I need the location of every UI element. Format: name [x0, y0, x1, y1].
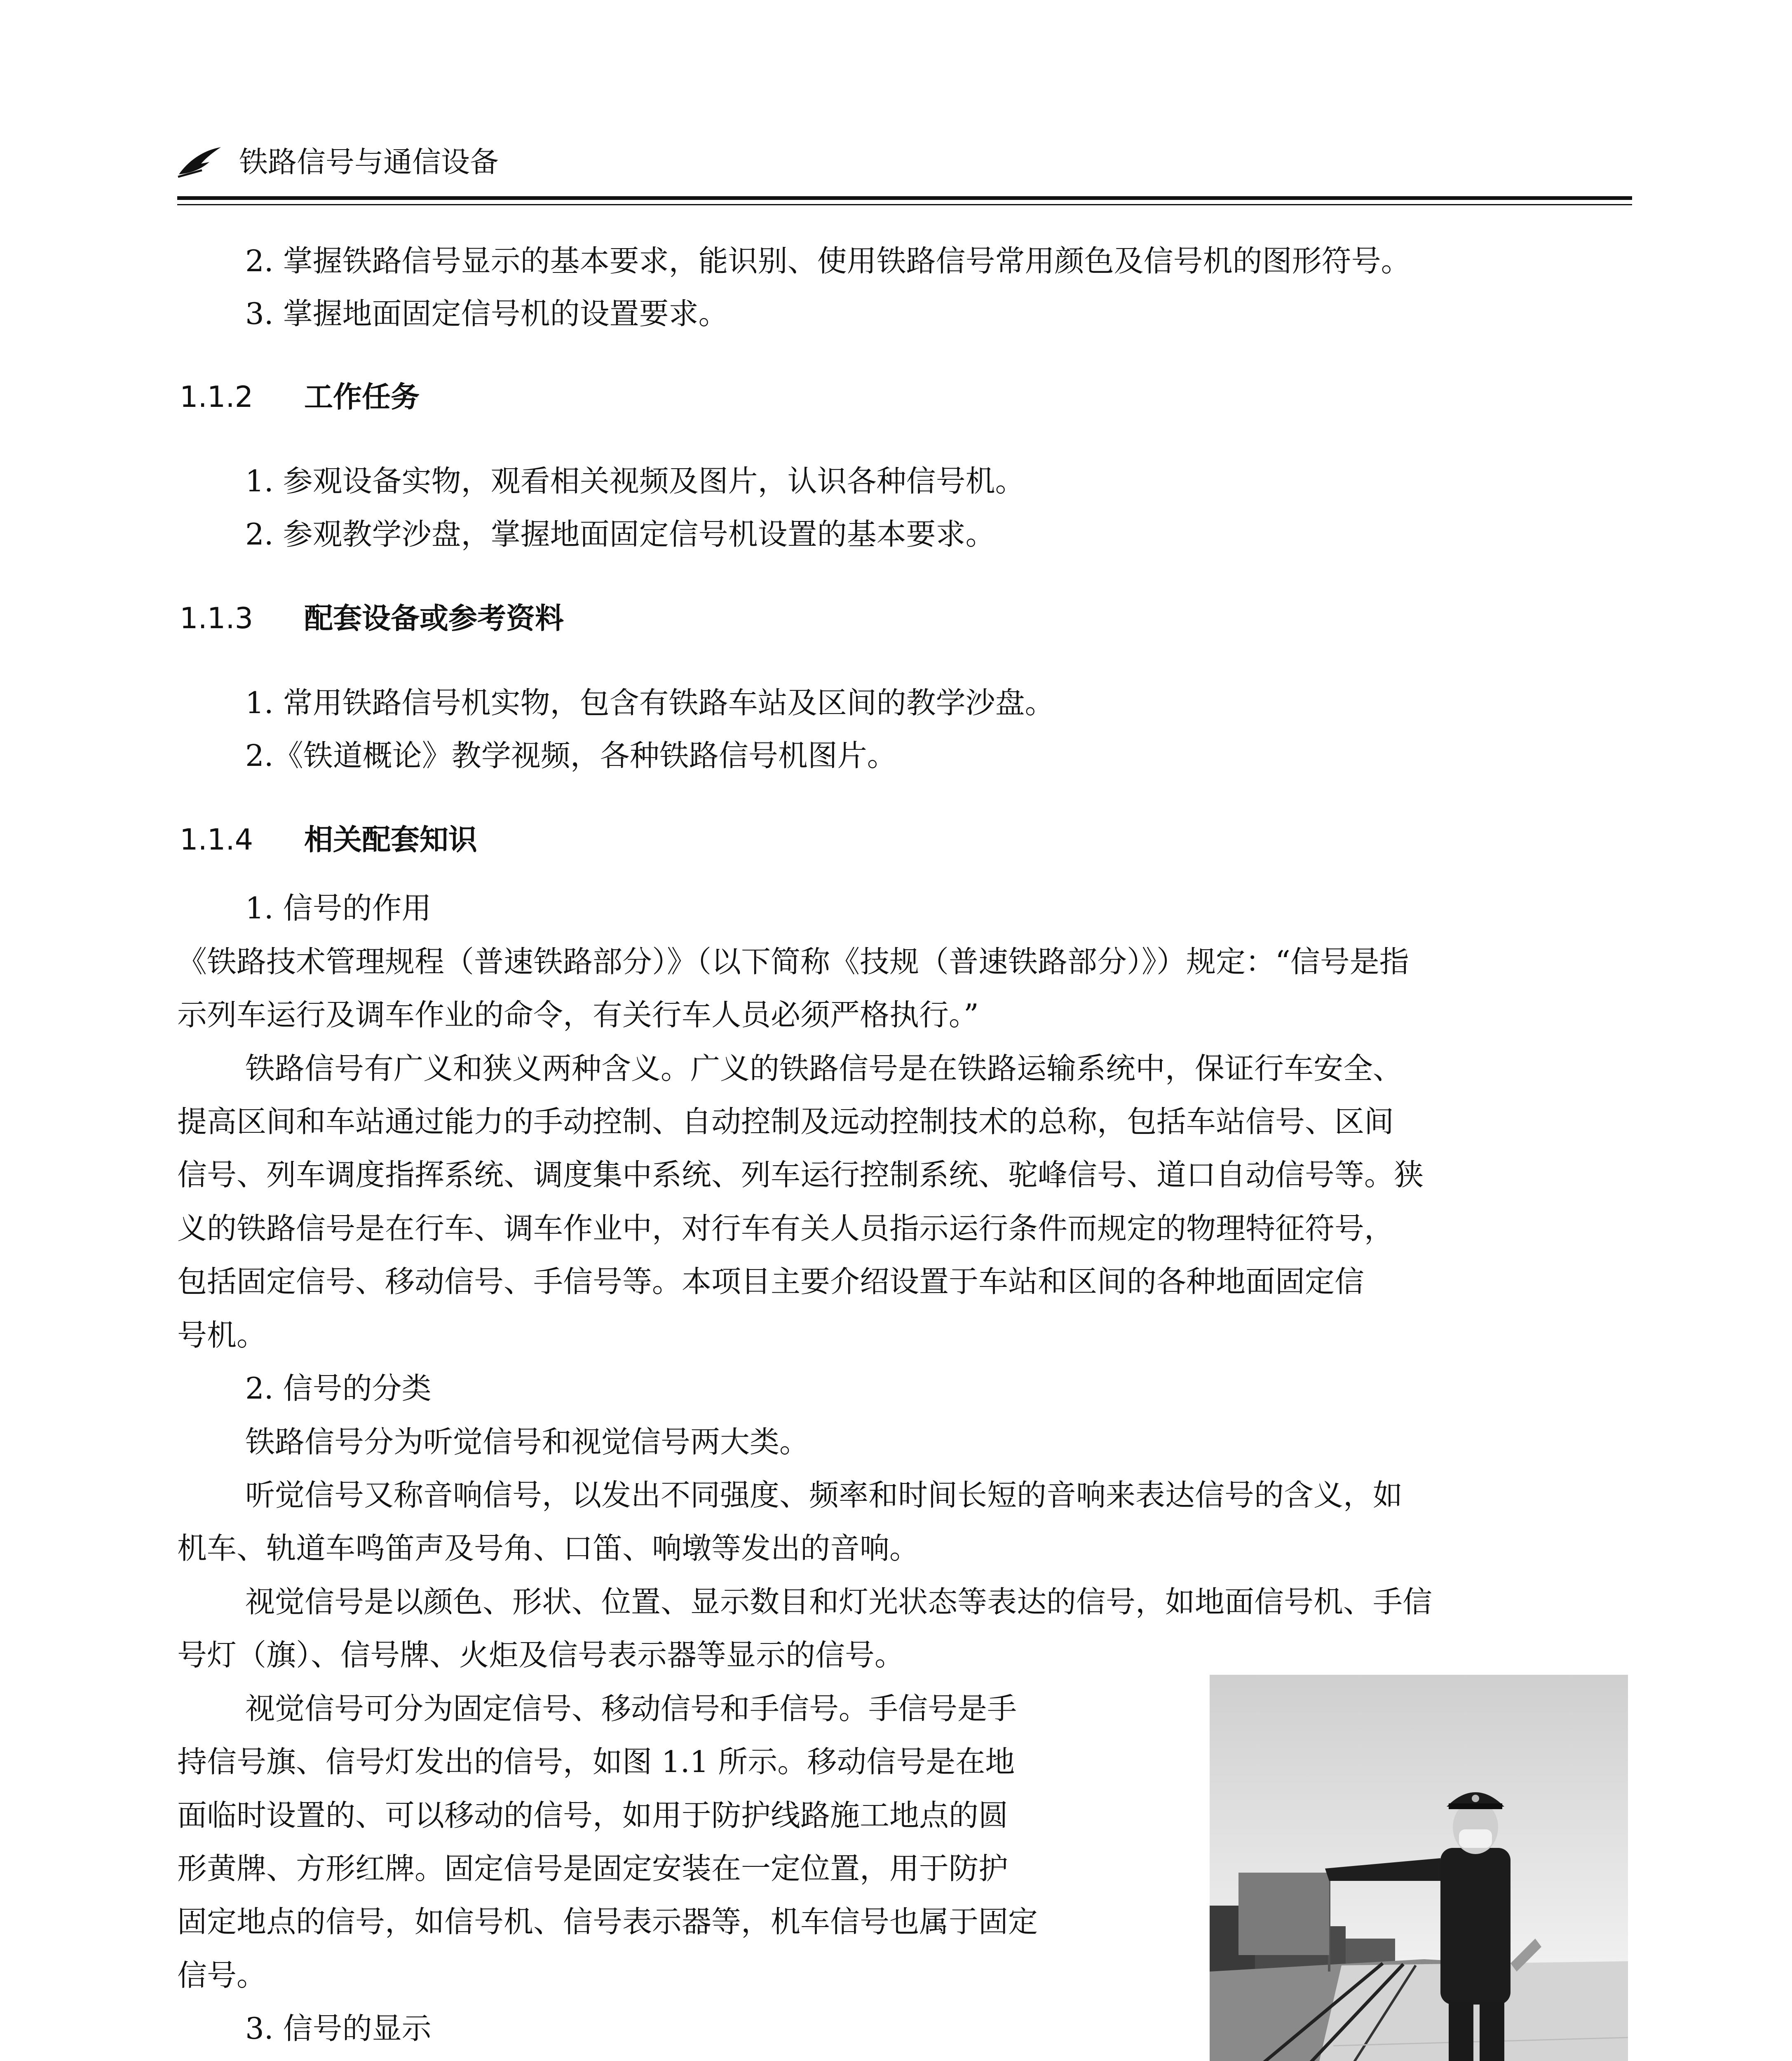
section-title: 相关配套知识 — [304, 823, 477, 857]
running-header — [177, 142, 1632, 192]
body-line: 提高区间和车站通过能力的手动控制、自动控制及远动控制技术的总称，包括车站信号、区间 — [177, 1104, 1394, 1139]
body-line: 号灯（旗）、信号牌、火炬及信号表示器等显示的信号。 — [177, 1638, 905, 1672]
body-line: 视觉信号是以颜色、形状、位置、显示数目和灯光状态等表达的信号，如地面信号机、手信 — [245, 1584, 1433, 1619]
task-2: 2. 参观教学沙盘，掌握地面固定信号机设置的基本要求。 — [245, 517, 995, 552]
section-number: 1.1.2 — [180, 380, 253, 414]
body-line: 铁路信号有广义和狭义两种含义。广义的铁路信号是在铁路运输系统中，保证行车安全、 — [245, 1051, 1403, 1086]
task-1: 1. 参观设备实物，观看相关视频及图片，认识各种信号机。 — [245, 464, 1025, 498]
body-line: 信号、列车调度指挥系统、调度集中系统、列车运行控制系统、驼峰信号、道口自动信号等。狭 — [177, 1157, 1424, 1192]
body-line: 信号。 — [177, 1958, 267, 1993]
body-line: 义的铁路信号是在行车、调车作业中，对行车有关人员指示运行条件而规定的物理特征符号， — [177, 1211, 1394, 1246]
body-line: 持信号旗、信号灯发出的信号，如图 1.1 所示。移动信号是在地 — [177, 1744, 1015, 1779]
resource-2: 2.《铁道概论》教学视频，各种铁路信号机图片。 — [245, 738, 897, 773]
section-number: 1.1.4 — [180, 823, 253, 857]
body-line: 包括固定信号、移动信号、手信号等。本项目主要介绍设置于车站和区间的各种地面固定信 — [177, 1264, 1365, 1299]
body-line: 《铁路技术管理规程（普速铁路部分）》（以下简称《技规（普速铁路部分）》）规定：“信号是指 — [177, 944, 1409, 979]
body-line: 固定地点的信号，如信号机、信号表示器等，机车信号也属于固定 — [177, 1904, 1038, 1939]
subheading-signal-function: 1. 信号的作用 — [245, 891, 432, 925]
section-title: 配套设备或参考资料 — [304, 601, 564, 635]
section-heading-1-1-4 — [180, 820, 477, 859]
quill-logo-icon — [177, 146, 223, 178]
header-rule-thin — [177, 204, 1632, 205]
body-line: 视觉信号可分为固定信号、移动信号和手信号。手信号是手 — [245, 1691, 1017, 1726]
section-title: 工作任务 — [304, 380, 420, 414]
book-title: 铁路信号与通信设备 — [239, 145, 499, 179]
section-number: 1.1.3 — [180, 601, 253, 635]
body-line: 号机。 — [177, 1318, 267, 1352]
objective-3: 3. 掌握地面固定信号机的设置要求。 — [245, 296, 728, 331]
body-line: 听觉信号又称音响信号，以发出不同强度、频率和时间长短的音响来表达信号的含义，如 — [245, 1478, 1403, 1512]
subheading-signal-display: 3. 信号的显示 — [245, 2011, 432, 2046]
objective-2: 2. 掌握铁路信号显示的基本要求，能识别、使用铁路信号常用颜色及信号机的图形符号。 — [245, 244, 1411, 278]
hand-signal-illustration — [1210, 1675, 1628, 2061]
header-rule-thick — [177, 196, 1632, 200]
section-heading-1-1-2 — [180, 377, 420, 417]
body-line: 形黄牌、方形红牌。固定信号是固定安装在一定位置，用于防护 — [177, 1851, 1009, 1886]
subheading-signal-classification: 2. 信号的分类 — [245, 1371, 432, 1406]
body-line: 铁路信号分为听觉信号和视觉信号两大类。 — [245, 1425, 809, 1459]
hand-signal-photo — [1210, 1675, 1628, 2061]
body-line: 示列车运行及调车作业的命令，有关行车人员必须严格执行。” — [177, 998, 979, 1032]
resource-1: 1. 常用铁路信号机实物，包含有铁路车站及区间的教学沙盘。 — [245, 685, 1055, 720]
body-line: 面临时设置的、可以移动的信号，如用于防护线路施工地点的圆 — [177, 1798, 1009, 1833]
section-heading-1-1-3 — [180, 599, 564, 638]
body-line: 机车、轨道车鸣笛声及号角、口笛、响墩等发出的音响。 — [177, 1531, 919, 1566]
